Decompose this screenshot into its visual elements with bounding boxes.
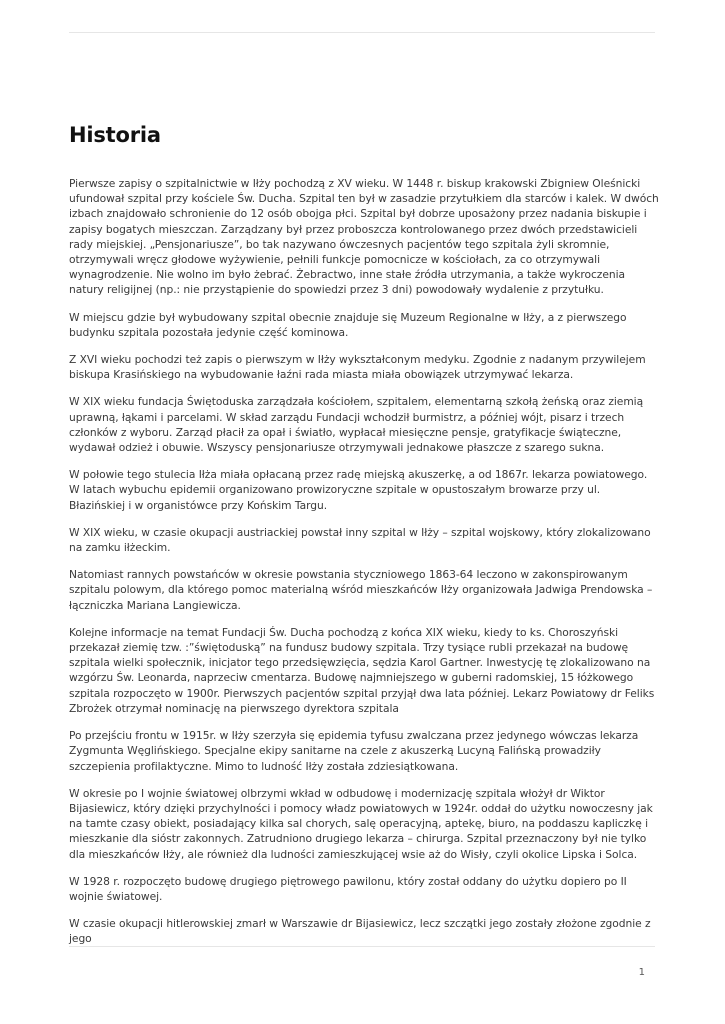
paragraph: Z XVI wieku pochodzi też zapis o pierwszym w Iłży wykształconym medyku. Zgodnie z nadanym przywilejem biskupa Krasińskiego na wybudowanie łaźni rada miasta miała obowiązek utrzymywać lekarza. <box>69 353 646 382</box>
paragraph: W 1928 r. rozpoczęto budowę drugiego piętrowego pawilonu, który został oddany do użytku dopiero po II wojnie światowej. <box>69 874 627 903</box>
paragraph: W XIX wieku, w czasie okupacji austriackiej powstał inny szpital w Iłży – szpital wojskowy, który zlokalizowano na zamku iłżeckim. <box>69 525 651 555</box>
paragraph: W czasie okupacji hitlerowskiej zmarł w Warszawie dr Bijasiewicz, lecz szczątki jego zostały złożone zgodnie z jego <box>69 917 651 946</box>
paragraph: Po przejściu frontu w 1915r. w Iłży szerzyła się epidemia tyfusu zwalczana przez jedynego wówczas lekarza Zygmunta Węglińskiego. Specjalne ekipy sanitarne na czele z akuszerką Lucyną Falińską prowadziły szczepienia profilaktyczne. Mimo to ludność Iłży została zdziesiątkowana. <box>69 729 639 773</box>
header-divider <box>69 32 655 33</box>
paragraph: W XIX wieku fundacja Świętoduska zarządzała kościołem, szpitalem, elementarną szkołą żeńską oraz ziemią uprawną, łąkami i parcelami. W skład zarządu Fundacji wchodził burmistrz, a później wójt, pisarz i trzech członków z wyboru. Zarząd płacił za opał i światło, wypłacał miesięczne pensje, gratyfikacje świąteczne, wydawał odzież i obuwie. Wszyscy pensjonariusze otrzymywali jednakowe płaszcze z szarego sukna. <box>69 395 644 455</box>
paragraph: W okresie po I wojnie światowej olbrzymi wkład w odbudowę i modernizację szpitala włożył dr Wiktor Bijasiewicz, który dzięki przychylności i pomocy władz powiatowych w 1924r. oddał do użytku nowoczesny jak na tamte czasy obiekt, posiadający kilka sal chorych, salę operacyjną, aptekę, biuro, na poddaszu kapliczkę i mieszkanie dla sióstr zakonnych. Zatrudniono drugiego lekarza – chirurga. Szpital przeznaczony był nie tylko dla mieszkańców Iłży, ale również dla ludności zamieszkującej wsie aż do Wisły, czyli okolice Lipska i Solca. <box>69 786 653 861</box>
paragraph: W miejscu gdzie był wybudowany szpital obecnie znajduje się Muzeum Regionalne w Iłży, a z pierwszego budynku szpitala pozostała jedynie część kominowa. <box>69 310 627 339</box>
paragraph: Kolejne informacje na temat Fundacji Św. Ducha pochodzą z końca XIX wieku, kiedy to ks. Choroszyński przekazał ziemię tzw. :”świętoduską” na fundusz budowy szpitala. Trzy tysiące rubli przekazał na budowę szpitala wielki społecznik, inicjator tego przedsięwzięcia, sędzia Karol Gartner. Inwestycję tę zlokalizowano na wzgórzu Św. Leonarda, naprzeciw cmentarza. Budowę najmniejszego w guberni radomskiej, 15 łóżkowego szpitala rozpoczęto w 1900r. Pierwszych pacjentów szpital przyjął dwa lata później. Lekarz Powiatowy dr Feliks Zbrożek otrzymał nominację na pierwszego dyrektora szpitala <box>69 625 655 715</box>
page-title: Historia <box>69 123 161 147</box>
footer-divider <box>69 946 655 947</box>
paragraph: Natomiast rannych powstańców w okresie powstania styczniowego 1863-64 leczono w zakonspirowanym szpitalu polowym, dla którego pomoc materialną wśród mieszkańców Iłży organizowała Jadwiga Prendowska – łączniczka Mariana Langiewicza. <box>69 568 653 612</box>
paragraph: Pierwsze zapisy o szpitalnictwie w Iłży pochodzą z XV wieku. W 1448 r. biskup krakowski Zbigniew Oleśnicki ufundował szpital przy kościele Św. Ducha. Szpital ten był w zasadzie przytułkiem dla starców i kalek. W dwóch izbach znajdowało schronienie do 12 osób obojga płci. Szpital był dobrze uposażony przez nadania biskupie i zapisy bogatych mieszczan. Zarządzany był przez proboszcza kontrolowanego przez dwóch przedstawicieli rady miejskiej. „Pensjonariusze”, bo tak nazywano ówczesnych pacjentów tego szpitala żyli skromnie, otrzymywali wręcz głodowe wyżywienie, pełnili funkcje pomocnicze w kościołach, za co otrzymywali wynagrodzenie. Nie wolno im było żebrać. Żebractwo, inne stałe źródła utrzymania, a także wykroczenia natury religijnej (np.: nie przystąpienie do spowiedzi przez 3 dni) powodowały wydalenie z przytułku. <box>69 177 659 297</box>
article-body <box>69 176 659 959</box>
page-number: 1 <box>638 967 645 978</box>
paragraph: W połowie tego stulecia Iłża miała opłacaną przez radę miejską akuszerkę, a od 1867r. lekarza powiatowego. W latach wybuchu epidemii organizowano prowizoryczne szpitale w opustoszałym browarze przy ul. Błazińskiej i w organistówce przy Końskim Targu. <box>69 468 648 512</box>
